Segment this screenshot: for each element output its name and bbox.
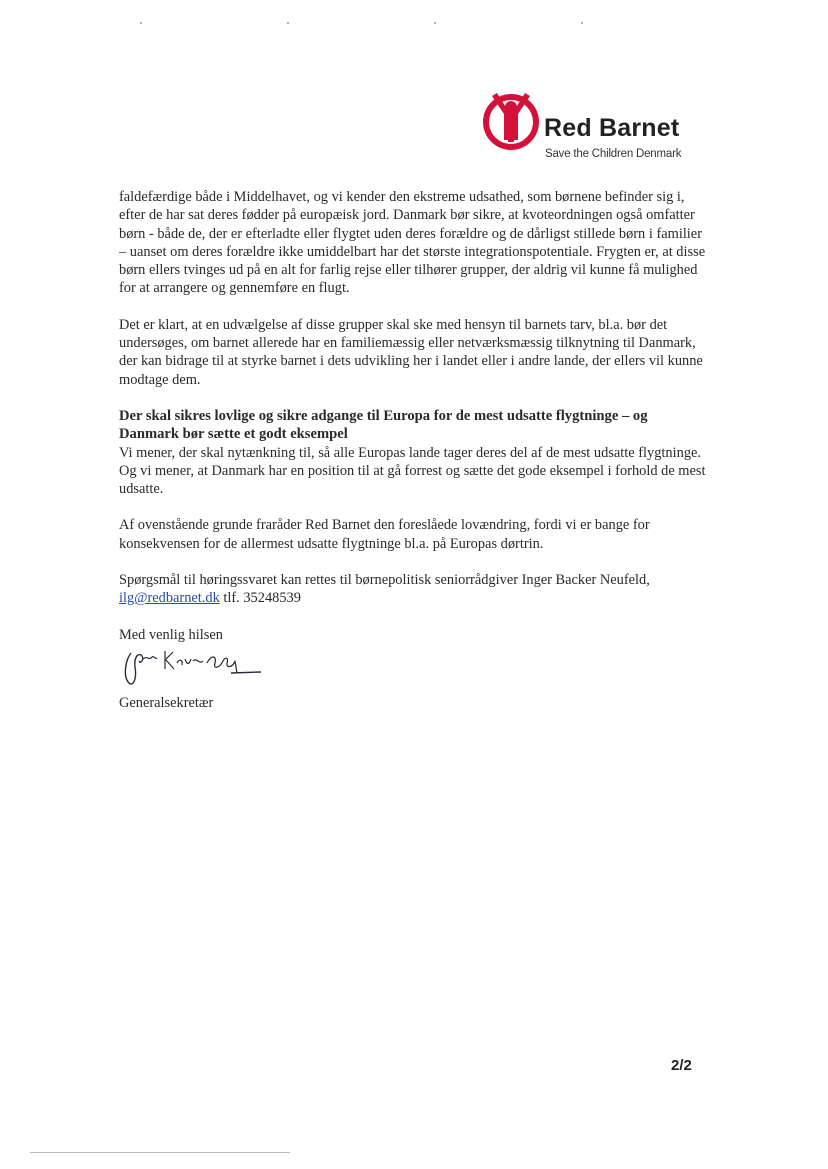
section-heading: Der skal sikres lovlige og sikre adgange til Europa for de mest udsatte flygtninge – og Danmark bør sætte et godt eksempel	[119, 407, 648, 443]
page-number: 2/2	[671, 1057, 692, 1074]
scan-dot	[434, 22, 436, 24]
scan-dot	[581, 22, 583, 24]
paragraph-udvaelgelse: Det er klart, at en udvælgelse af disse grupper skal ske med hensyn til barnets tarv, bl.a. bør det undersøges, om barnet allerede har en familiemæssig eller netværksmæssig tilknytning til Danmark, der kan bidrage til at styrke barnet i dets udvikling her i landet eller i andre lande, der ellers vil kunne modtage dem.	[119, 316, 703, 388]
paragraph-nytaenkning: Vi mener, der skal nytænkning til, så alle Europas lande tager deres del af de mest udsatte flygtninge. Og vi mener, at Danmark har en position til at gå forrest og sætte det gode eksempel i forhold de mest udsatte.	[119, 444, 706, 498]
closing-greeting: Med venlig hilsen	[119, 626, 223, 643]
footer-divider	[30, 1152, 290, 1153]
contact-email-link[interactable]: ilg@redbarnet.dk	[119, 590, 220, 607]
logo-subtitle: Save the Children Denmark	[545, 148, 682, 160]
scan-dot	[287, 22, 289, 24]
paragraph-contact	[119, 571, 709, 608]
child-figure-icon	[482, 90, 544, 150]
paragraph-conclusion: Af ovenstående grunde fraråder Red Barnet den foreslåede lovændring, fordi vi er bange for konsekvensen for de allermest udsatte flygtninge bl.a. på Europas dørtrin.	[119, 517, 650, 552]
logo-name: Red Barnet	[544, 114, 680, 142]
contact-text: Spørgsmål til høringssvaret kan rettes til børnepolitisk seniorrådgiver Inger Backer Neufeld,	[119, 572, 650, 589]
contact-phone: tlf. 35248539	[223, 590, 301, 607]
signatory-title: Generalsekretær	[119, 695, 214, 711]
scan-dot	[140, 22, 142, 24]
paragraph-kvoteordning: faldefærdige både i Middelhavet, og vi kender den ekstreme udsathed, som børnene befinder sig i, efter de har sat deres fødder på europæisk jord. Danmark bør sikre, at kvoteordningen også omfatter børn - både de, der er efterladte eller flygtet uden deres forældre og de dårligst stillede børn i familier – uanset om deres forældre ikke umiddelbart har det største integrationspotentiale. Frygten er, at disse børn ellers tvinges ud på en alt for farlig rejse eller tilhører grupper, der aldrig vil kunne få mulighed for at arrangere og gennemføre en flugt.	[119, 189, 706, 297]
letter-body	[119, 188, 709, 644]
red-barnet-logo	[482, 90, 702, 165]
handwritten-signature	[119, 647, 269, 689]
